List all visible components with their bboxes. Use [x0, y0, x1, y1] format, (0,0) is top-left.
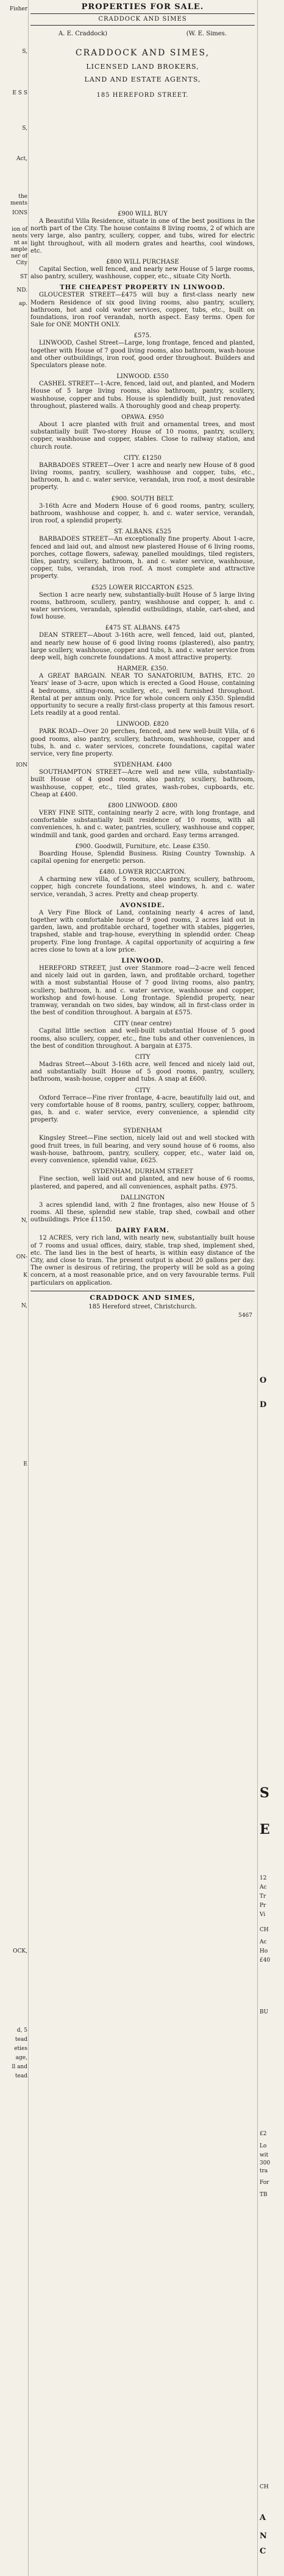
listing	[30, 869, 255, 899]
cropped-text-fragment: Ac	[260, 1884, 267, 1890]
listing-text: About 1 acre planted with fruit and ornamental trees, and most substantially built Two-storey House of 10 rooms, pantry, scullery, copper, washhouse and copper, stables. Close to railway station, and church route.	[30, 421, 255, 451]
listing	[30, 528, 255, 580]
firm-card	[30, 27, 255, 209]
listing	[30, 902, 255, 954]
cropped-text-fragment: Fisher	[9, 6, 27, 12]
footer-address: 185 Hereford street, Christchurch.	[88, 1303, 197, 1310]
listing	[30, 211, 255, 255]
partner-names	[30, 27, 255, 37]
listing-heading: DAIRY FARM.	[116, 1227, 169, 1235]
cropped-text-fragment: E S S	[12, 90, 27, 96]
cropped-text-fragment: £40	[260, 1957, 271, 1964]
cropped-text-fragment: S,	[22, 125, 27, 132]
listing-price: CITY	[135, 1054, 151, 1061]
listing-price: £900. SOUTH BELT.	[111, 495, 174, 502]
page-title: PROPERTIES FOR SALE.	[81, 2, 204, 12]
listing-text: BARBADOES STREET—Over 1 acre and nearly new House of 8 good living rooms, pantry, scullery, washhouse and copper, tubs, etc., bathroom, h. and c. water service, verandah, iron roof, a most desirable property.	[30, 462, 255, 491]
cropped-text-fragment: ON-	[16, 1254, 27, 1260]
cropped-text-fragment: nents	[12, 233, 27, 239]
firm-brokers-line: LICENSED LAND BROKERS,	[86, 63, 199, 71]
cropped-text-fragment: O	[260, 1376, 267, 1385]
listing-price: £900. Goodwill, Furniture, etc. Lease £350.	[75, 843, 210, 850]
cropped-text-fragment: ments	[10, 200, 27, 206]
listing	[30, 1168, 255, 1190]
listing-text: 3 acres splendid land, with 2 fine frontages, also new House of 5 rooms. All these, splendid new stable, trap shed, cowbail and other outbuildings. Price £1150.	[30, 1201, 255, 1224]
cropped-text-fragment: E	[260, 1822, 270, 1837]
listing	[30, 332, 255, 370]
cropped-text-fragment: C	[260, 2547, 266, 2556]
listing	[30, 843, 255, 865]
right-neighbor-column	[257, 0, 284, 2576]
cropped-text-fragment: 12	[260, 1875, 267, 1881]
listing-text: Boarding House, Splendid Business. Rising Country Township. A capital opening for energetic person.	[30, 850, 255, 865]
cropped-text-fragment: Lo	[260, 2143, 267, 2149]
cropped-text-fragment: ion of	[12, 226, 27, 233]
listing-heading: AVONSIDE.	[120, 902, 165, 909]
cropped-text-fragment: CH	[260, 1927, 269, 1933]
listing	[30, 259, 255, 281]
cropped-text-fragment: Act,	[16, 156, 27, 162]
listing	[30, 414, 255, 451]
cropped-text-fragment: nt as	[13, 240, 27, 246]
cropped-text-fragment: tra	[260, 2168, 268, 2174]
cropped-text-fragment: wit	[260, 2152, 269, 2158]
listing	[30, 1227, 255, 1286]
cropped-text-fragment: £2	[260, 2131, 267, 2137]
cropped-text-fragment: ap.	[19, 301, 27, 307]
listing-text: Oxford Terrace—Fine river frontage, 4-acre, beautifully laid out, and very comfortable house of 8 rooms, pantry, scullery, copper, bathroom, gas, h. and c. water service, every convenience, a splendid city property.	[30, 1094, 255, 1124]
listing-price: CITY. £1250	[124, 454, 162, 462]
listing-text: Capital Section, well fenced, and nearly new House of 5 large rooms, also pantry, scullery, washhouse, copper, etc., situate City North.	[30, 266, 255, 281]
listing-price: CITY (near centre)	[113, 1020, 172, 1028]
listing-text: Fine section, well laid out and planted, and new house of 6 rooms, plastered, and papered, and all conveniences, asphalt paths. £975.	[30, 1176, 255, 1190]
footer-firm: CRADDOCK AND SIMES,	[90, 1293, 196, 1302]
header-rule	[30, 13, 255, 14]
cropped-text-fragment: ST	[20, 274, 27, 280]
listing-text: BARBADOES STREET—An exceptionally fine property. About 1-acre, fenced and laid out, and almost new plastered House of 6 living rooms, porches, cottage flowers, safeway, panelled mouldings, tiled registers, tiles, pantry, scullery, bathroom, h. and c. water service, washhouse, copper, tubs, verandah, iron roof. A most complete and attractive property.	[30, 536, 255, 580]
listing-text: A Beautiful Villa Residence, situate in one of the best positions in the north part of the City. The house contains 8 living rooms, 2 of which are very large, also pantry, scullery, copper, and tubs, wired for electric light throughout, with all modern grates and hearths, cool windows, etc.	[30, 218, 255, 254]
listing-price: £575.	[133, 332, 152, 340]
listing	[30, 1054, 255, 1084]
listing-text: DEAN STREET—About 3-16th acre, well fenced, laid out, planted, and nearly new house of 6 good living rooms (plastered), also pantry, large scullery, washhouse, copper and tubs, h. and c. water service from deep well, high concrete foundations. A most attractive property.	[30, 632, 255, 661]
firm-header: CRADDOCK AND SIMES	[98, 16, 187, 23]
listing-text: Kingsley Street—Fine section, nicely laid out and well stocked with good fruit trees, in full bearing, and very sound house of 6 rooms, also wash-house, bathroom, pantry, scullery, copper, etc., water laid on, every convenience, splendid value, £625.	[30, 1135, 255, 1165]
listing-text: A charming new villa, of 5 rooms, also pantry, scullery, bathroom, copper, high concrete foundations, steel windows, h. and c. water service, verandah, 3 acres. Pretty and cheap property.	[30, 876, 255, 898]
listing-price: £480. LOWER RICCARTON.	[99, 869, 186, 876]
cropped-text-fragment: IONS	[12, 210, 27, 216]
cropped-text-fragment: E	[23, 1461, 27, 1467]
listing	[30, 1128, 255, 1165]
listing-price: £800 LINWOOD. £800	[107, 802, 178, 809]
listing-price: SYDENHAM. £400	[113, 762, 172, 769]
cropped-text-fragment: ner of	[10, 253, 27, 259]
listing-price: SYDENHAM, DURHAM STREET	[92, 1168, 193, 1176]
listing-text: 3-16th Acre and Modern House of 6 good rooms, pantry, scullery, bathroom, washhouse and copper, h. and c. water service, verandah, iron roof, a splendid property.	[30, 502, 255, 525]
listings	[30, 211, 255, 1287]
cropped-text-fragment: S	[260, 1785, 269, 1801]
cropped-text-fragment: City	[16, 260, 27, 266]
cropped-text-fragment: CH	[260, 2484, 269, 2490]
partner-right: (W. E. Simes.	[186, 30, 227, 37]
cropped-text-fragment: For	[260, 2180, 269, 2186]
listing-price: OPAWA. £950	[121, 414, 164, 421]
cropped-text-fragment: D	[260, 1400, 267, 1409]
listing-text: GLOUCESTER STREET—£475 will buy a first-class nearly new Modern Residence of six good living rooms, also pantry, scullery, bathroom, hot and cold water services, copper, tubs, etc., built on foundations, iron roof verandah, north aspect. Easy terms. Open for Sale for ONE MONTH ONLY.	[30, 292, 255, 329]
cropped-text-fragment: the	[18, 194, 27, 200]
listing-price: SYDENHAM	[123, 1128, 162, 1135]
cropped-text-fragment: N,	[21, 1303, 27, 1309]
listing-price: HARMER. £350.	[117, 665, 168, 673]
cropped-text-fragment: Ac	[260, 1939, 267, 1945]
listing	[30, 625, 255, 662]
cropped-text-fragment: tead	[15, 2073, 27, 2079]
cropped-text-fragment: Pr	[260, 1903, 266, 1909]
listing	[30, 1195, 255, 1224]
cropped-text-fragment: ll and	[12, 2064, 27, 2070]
cropped-text-fragment: N,	[21, 1218, 27, 1224]
firm-address-line: 185 HEREFORD STREET.	[96, 92, 189, 99]
listing	[30, 496, 255, 525]
cropped-text-fragment: K	[23, 1272, 27, 1279]
cropped-text-fragment: 300	[260, 2160, 271, 2166]
cropped-text-fragment: Tr	[260, 1893, 266, 1900]
partner-left: A. E. Craddock)	[59, 30, 108, 37]
cropped-text-fragment: TB	[260, 2192, 268, 2198]
listing	[30, 762, 255, 799]
left-neighbor-column	[0, 0, 29, 2576]
listing	[30, 721, 255, 758]
listing-text: PARK ROAD—Over 20 perches, fenced, and new well-built Villa, of 6 good rooms, also pantry, scullery, bathroom, washhouse, copper and tubs, h. and c. water services, concrete foundations, capital water service, very fine property.	[30, 728, 255, 757]
cropped-text-fragment: Vi	[260, 1912, 266, 1918]
listing-price: LINWOOD. £820	[116, 721, 169, 728]
cropped-text-fragment: eties	[14, 2046, 27, 2052]
listing	[30, 284, 255, 329]
listing	[30, 584, 255, 622]
listing	[30, 665, 255, 717]
cropped-text-fragment: ample	[10, 247, 27, 253]
listing-price: £900 WILL BUY	[118, 211, 168, 217]
listing-price: £475 ST. ALBANS. £475	[105, 625, 180, 632]
firm-agents-line: LAND AND ESTATE AGENTS,	[84, 75, 201, 83]
cropped-text-fragment: d, 5	[16, 2027, 27, 2034]
listing-text: LINWOOD, Cashel Street—Large, long frontage, fenced and planted, together with House of 7 good living rooms, also bathroom, wash-house and other outbuildings, iron roof, good order throughout. Builders and Speculators please note.	[30, 340, 255, 370]
cropped-text-fragment: age,	[15, 2055, 27, 2061]
listing	[30, 1020, 255, 1050]
cropped-text-fragment: Ho	[260, 1948, 268, 1954]
header-rule-2	[30, 25, 255, 26]
listing-text: CASHEL STREET—1-Acre, fenced, laid out, and planted, and Modern House of 5 large living rooms, also bathroom, pantry, scullery, washhouse, copper and tubs. House is splendidly built, just renovated throughout, plastered walls. A thoroughly good and cheap property.	[30, 381, 255, 410]
listing-price: LINWOOD. £550	[116, 373, 169, 381]
listing-price: £525 LOWER RICCARTON £525.	[91, 584, 194, 591]
listing-text: Section 1 acre nearly new, substantially-built House of 5 large living rooms, bathroom, scullery, pantry, washhouse and copper, h. and c. water services, verandah, splendid outbuildings, stable, cart-shed, and fowl house.	[30, 591, 255, 621]
firm-name-line: CRADDOCK AND SIMES,	[75, 48, 210, 58]
listing	[30, 958, 255, 1017]
advert-ref: 5467	[238, 1312, 252, 1319]
listing-price: DALLINGTON	[120, 1194, 165, 1201]
cropped-text-fragment: A	[260, 2513, 266, 2522]
listing-text: A Very Fine Block of Land, containing nearly 4 acres of land, together with comfortable house of 9 good rooms, 2 acres laid out in garden, lawn, and profitable orchard, together with stables, piggeries, trapshed, stable and trap-house, everything in splendid order. Cheap property. Fine long frontage. A capital opportunity of acquiring a few acres close to town at a low price.	[30, 909, 255, 953]
listing-text: Capital little section and well-built substantial House of 5 good rooms, also scullery, copper, etc., fine tubs and other conveniences, in the best of condition throughout. A bargain at £375.	[30, 1028, 255, 1050]
cropped-text-fragment: ION	[16, 762, 27, 768]
cropped-text-fragment: tead	[15, 2037, 27, 2043]
properties-column	[30, 0, 255, 1319]
listing-text: A GREAT BARGAIN. NEAR TO SANATORIUM, BATHS, ETC. 20 Years' lease of 3-acre, upon which is erected a Good House, containing 4 bedrooms, sitting-room, scullery, etc., well furnished throughout. Rental at per annum only. Price for whole concern only £350. Splendid opportunity to secure a really first-class property at this famous resort. Lets readily at a good rental.	[30, 673, 255, 717]
cropped-text-fragment: ND.	[16, 287, 27, 293]
cropped-text-fragment: OCK,	[13, 1948, 27, 1954]
listing-text: VERY FINE SITE, containing nearly 2 acre, with long frontage, and comfortable substantially built residence of 10 rooms, with all conveniences, h. and c. water, pantries, scullery, washhouse and copper, windmill and tank, good garden and orchard. Easy terms arranged.	[30, 809, 255, 839]
listing-heading: LINWOOD.	[121, 958, 164, 965]
listing-price: CITY	[135, 1087, 151, 1094]
listing-heading: THE CHEAPEST PROPERTY IN LINWOOD.	[60, 284, 225, 292]
listing	[30, 802, 255, 840]
cropped-text-fragment: N	[260, 2532, 267, 2541]
listing-price: £800 WILL PURCHASE	[106, 259, 179, 266]
listing-text: 12 ACRES, very rich land, with nearly new, substantially built house of 7 rooms and usual offices, dairy, stable, trap shed, implement shed, etc. The land lies in the best of hearts, is within easy distance of the City, and close to tram. The present output is about 20 gallons per day. The owner is desirous of retiring, the property will be sold as a going concern, at a most reasonable price, and on very favourable terms. Full particulars on application.	[30, 1235, 255, 1286]
listing	[30, 1087, 255, 1125]
listing	[30, 373, 255, 410]
listing-text: Madras Street—About 3-16th acre, well fenced and nicely laid out, and substantially built House of 5 good rooms, pantry, scullery, bathroom, wash-house, copper and tubs. A snap at £600.	[30, 1061, 255, 1083]
cropped-text-fragment: BU	[260, 2009, 269, 2015]
listing-price: ST. ALBANS. £525	[114, 528, 171, 536]
cropped-text-fragment: S,	[22, 49, 27, 55]
listing-text: SOUTHAMPTON STREET—Acre well and new villa, substantially-built House of 4 good rooms, also pantry, scullery, bathroom, washhouse, copper, etc., tiled grates, wash-robes, cupboards, etc. Cheap at £400.	[30, 769, 255, 798]
listing	[30, 455, 255, 492]
listing-text: HEREFORD STREET, just over Stanmore road—2-acre well fenced and nicely laid out in garden, lawn, and profitable orchard, together with a most substantial House of 7 good living rooms, also pantry, scullery, bathroom, h. and c. water service, washhouse and copper, workshop and fowl-house. Long frontage. Splendid property, near tramway, verandah on two sides, bay window, all in first-class order in the best of condition throughout. A bargain at £575.	[30, 965, 255, 1017]
